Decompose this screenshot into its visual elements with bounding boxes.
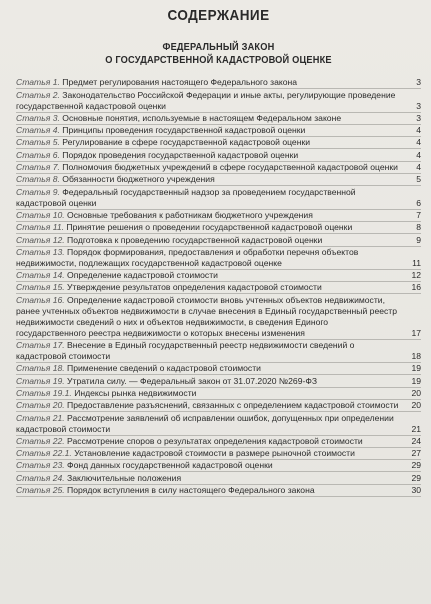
article-number: Статья 12. — [16, 234, 65, 245]
article-number: Статья 4. — [16, 125, 60, 136]
page-number: 3 — [416, 100, 421, 111]
article-number: Статья 20. — [16, 400, 65, 411]
toc-entry — [16, 363, 421, 375]
article-number: Статья 18. — [16, 363, 65, 374]
toc-entry — [16, 89, 421, 112]
law-title-line2: О ГОСУДАРСТВЕННОЙ КАДАСТРОВОЙ ОЦЕНКЕ — [105, 54, 332, 66]
article-title: Рассмотрение споров о результатах определения кадастровой стоимости — [67, 435, 363, 446]
article-title: Основные понятия, используемые в настоящем Федеральном законе — [62, 112, 342, 123]
page-number: 27 — [411, 448, 421, 459]
toc-entry — [16, 485, 421, 497]
article-title: Утверждение результатов определения кадастровой стоимости — [67, 282, 322, 293]
page-number: 4 — [416, 162, 421, 173]
article-title: Определение кадастровой стоимости — [67, 270, 218, 281]
article-title: Определение кадастровой стоимости вновь учтенных объектов недвижимости, ранее учтенных объектов недвижимости в случае внесения в Единый государственный реестр недвижимости сведений о них и объектов недвижимости, в сведения Единого государственного реестра недвижимости о которых внесены изменения — [16, 294, 398, 338]
toc-entry — [16, 436, 421, 448]
article-title: Предоставление разъяснений, связанных с определением кадастровой стоимости — [67, 400, 399, 411]
page-number: 6 — [416, 197, 421, 208]
article-title: Обязанности бюджетного учреждения — [62, 174, 215, 185]
article-number: Статья 24. — [16, 472, 65, 483]
toc-entry — [16, 174, 421, 186]
page-number: 30 — [411, 485, 421, 496]
toc-entry — [16, 137, 421, 149]
page-number: 19 — [411, 375, 421, 386]
article-number: Статья 19.1. — [16, 387, 72, 398]
page-number: 8 — [416, 222, 421, 233]
page-number: 4 — [416, 125, 421, 136]
article-number: Статья 3. — [16, 112, 60, 123]
toc-entry — [16, 375, 421, 387]
article-number: Статья 5. — [16, 137, 60, 148]
toc-entry — [16, 282, 421, 294]
toc-entry — [16, 294, 421, 339]
article-number: Статья 25. — [16, 485, 65, 496]
article-title: Индексы рынка недвижимости — [74, 387, 197, 398]
toc-entry — [16, 210, 421, 222]
page-number: 21 — [411, 423, 421, 434]
page-number: 12 — [411, 270, 421, 281]
toc-entry — [16, 388, 421, 400]
toc-entry — [16, 162, 421, 174]
article-title: Рассмотрение заявлений об исправлении ошибок, допущенных при определении кадастровой стоимости — [16, 412, 394, 434]
page-number: 7 — [416, 209, 421, 220]
article-number: Статья 9. — [16, 186, 60, 197]
article-number: Статья 21. — [16, 412, 65, 423]
article-title: Регулирование в сфере государственной кадастровой оценки — [62, 137, 311, 148]
article-number: Статья 8. — [16, 174, 60, 185]
toc-entry — [16, 149, 421, 161]
article-title: Основные требования к работникам бюджетного учреждения — [67, 209, 313, 220]
article-number: Статья 23. — [16, 460, 65, 471]
article-number: Статья 22. — [16, 435, 65, 446]
toc-title: СОДЕРЖАНИЕ — [167, 7, 270, 24]
article-number: Статья 19. — [16, 375, 65, 386]
law-title-line1: ФЕДЕРАЛЬНЫЙ ЗАКОН — [162, 41, 275, 53]
article-title: Установление кадастровой стоимости в размере рыночной стоимости — [74, 448, 355, 459]
article-number: Статья 7. — [16, 162, 60, 173]
toc-list — [16, 77, 421, 497]
article-number: Статья 6. — [16, 149, 60, 160]
article-number: Статья 22.1. — [16, 448, 72, 459]
article-number: Статья 17. — [16, 340, 65, 351]
toc-entry — [16, 234, 421, 246]
toc-entry — [16, 340, 421, 363]
article-title: Федеральный государственный надзор за проведением государственной кадастровой оценки — [16, 186, 356, 208]
toc-entry — [16, 77, 421, 89]
page-number: 3 — [416, 77, 421, 88]
toc-entry — [16, 400, 421, 412]
page-number: 9 — [416, 234, 421, 245]
page-number: 19 — [411, 363, 421, 374]
article-title: Принятие решения о проведении государственной кадастровой оценки — [66, 222, 353, 233]
toc-entry — [16, 125, 421, 137]
article-title: Порядок формирования, предоставления и обработки перечня объектов недвижимости, подлежащих государственной кадастровой оценке — [16, 246, 359, 268]
page-number: 20 — [411, 387, 421, 398]
article-number: Статья 13. — [16, 246, 65, 257]
page-number: 24 — [411, 435, 421, 446]
article-title: Предмет регулирования настоящего Федерального закона — [62, 77, 298, 88]
page-number: 4 — [416, 137, 421, 148]
page-number: 3 — [416, 112, 421, 123]
article-title: Заключительные положения — [67, 472, 182, 483]
article-title: Подготовка к проведению государственной кадастровой оценки — [67, 234, 323, 245]
page-number: 29 — [411, 472, 421, 483]
page-number: 29 — [411, 460, 421, 471]
article-title: Полномочия бюджетных учреждений в сфере государственной кадастровой оценки — [62, 162, 398, 173]
article-title: Внесение в Единый государственный реестр недвижимости сведений о кадастровой стоимости — [16, 340, 355, 362]
article-number: Статья 14. — [16, 270, 65, 281]
law-title — [40, 41, 396, 67]
page-number: 16 — [411, 282, 421, 293]
article-title: Утратила силу. — Федеральный закон от 31.07.2020 №269-ФЗ — [67, 375, 318, 386]
page-number: 5 — [416, 174, 421, 185]
article-number: Статья 16. — [16, 294, 65, 305]
toc-entry — [16, 247, 421, 270]
page-number: 20 — [411, 400, 421, 411]
article-number: Статья 15. — [16, 282, 65, 293]
article-number: Статья 2. — [16, 89, 60, 100]
toc-entry — [16, 222, 421, 234]
toc-entry — [16, 460, 421, 472]
toc-entry — [16, 448, 421, 460]
article-title: Порядок проведения государственной кадастровой оценки — [62, 149, 299, 160]
article-number: Статья 11. — [16, 222, 65, 233]
toc-entry — [16, 270, 421, 282]
page-number: 11 — [412, 257, 421, 268]
article-title: Фонд данных государственной кадастровой оценки — [67, 460, 273, 471]
article-title: Законодательство Российской Федерации и иные акты, регулирующие проведение государственной кадастровой оценки — [16, 89, 396, 111]
toc-entry — [16, 186, 421, 209]
page-number: 17 — [411, 327, 421, 338]
toc-entry — [16, 412, 421, 435]
toc-entry — [16, 472, 421, 484]
page-number: 18 — [411, 351, 421, 362]
page-number: 4 — [416, 149, 421, 160]
article-title: Порядок вступления в силу настоящего Федерального закона — [67, 485, 315, 496]
article-title: Принципы проведения государственной кадастровой оценки — [62, 125, 306, 136]
toc-entry — [16, 113, 421, 125]
article-title: Применение сведений о кадастровой стоимости — [67, 363, 261, 374]
article-number: Статья 10. — [16, 209, 65, 220]
article-number: Статья 1. — [16, 77, 60, 88]
